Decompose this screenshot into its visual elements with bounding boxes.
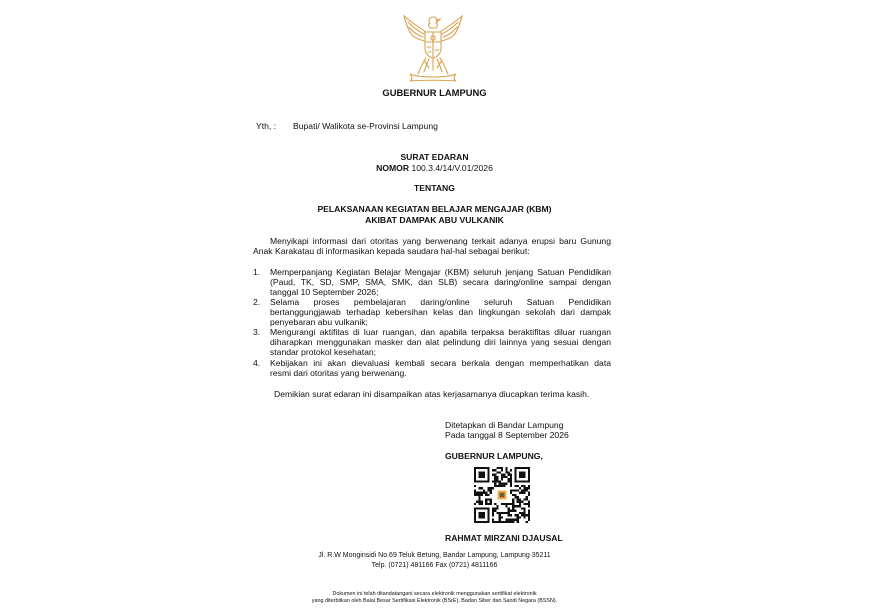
list-item-number: 2. — [253, 297, 261, 307]
list-item-line: Mengurangi aktifitas di luar ruangan, dan apabila terpaksa beraktifitas diluar ruangan — [270, 327, 611, 337]
list-item-line: tanggal 10 September 2026; — [270, 287, 379, 297]
footer-note-line-1: Dokumen ini telah ditandatangani secara elektronik menggunakan sertifikat elektronik — [332, 591, 537, 597]
letter-number-label: NOMOR — [376, 163, 410, 173]
intro-line-2: Anak Karakatau di informasikan kepada saudara hal-hal sebagai berikut: — [253, 246, 530, 256]
letter-subject-line-2: AKIBAT DAMPAK ABU VULKANIK — [365, 215, 504, 225]
intro-line-1: Menyikapi informasi dari otoritas yang berwenang terkait adanya erupsi baru Gunung — [270, 236, 611, 246]
closing-text: Demikian surat edaran ini disampaikan atas kerjasamanya diucapkan terima kasih. — [274, 389, 590, 399]
list-item-number: 3. — [253, 327, 261, 337]
addressee-value: Bupati/ Walikota se-Provinsi Lampung — [293, 121, 438, 131]
footer-note-line-2: yang diterbitkan oleh Balai Besar Sertifikasi Elektronik (BSrE), Badan Siber dan Sandi Negara (BSSN). — [311, 598, 558, 604]
letter-number-value: 100.3.4/14/V.01/2026 — [411, 163, 493, 173]
addressee-label: Yth, : — [256, 121, 277, 131]
page-title: GUBERNUR LAMPUNG — [382, 87, 487, 98]
list-item-line: bertanggungjawab terhadap kebersihan kelas dan lingkungan sekolah dari dampak — [270, 307, 611, 317]
list-item-line: Memperpanjang Kegiatan Belajar Mengajar (KBM) seluruh jenjang Satuan Pendidikan — [270, 267, 611, 277]
list-item-line: Selama proses pembelajaran daring/online seluruh Satuan Pendidikan — [270, 297, 611, 307]
list-item-number: 1. — [253, 267, 261, 277]
list-item-number: 4. — [253, 358, 261, 368]
footer-address: Jl. R.W Monginsidi No.69 Teluk Betung, Bandar Lampung, Lampung 35211 — [318, 552, 551, 559]
list-item-line: Kebijakan ini akan dievaluasi kembali secara berkala dengan memperhatikan data — [270, 358, 611, 368]
signature-place: Ditetapkan di Bandar Lampung — [445, 420, 564, 430]
list-item-line: standar protokol kesehatan; — [270, 347, 377, 357]
signature-date-value: 8 September 2026 — [498, 430, 569, 440]
list-item-line: diharapkan menggunakan masker dan alat pelindung diri lainnya yang sesuai dengan — [270, 337, 611, 347]
letter-subject-line-1: PELAKSANAAN KEGIATAN BELAJAR MENGAJAR (KBM) — [317, 204, 552, 214]
signature-date-label: Pada tanggal — [445, 430, 496, 440]
signer-name: RAHMAT MIRZANI DJAUSAL — [445, 533, 563, 543]
qr-code-icon — [474, 467, 530, 523]
list-item-line: penyebaran abu vulkanik; — [270, 317, 368, 327]
footer-phone: Telp. (0721) 481166 Fax (0721) 4811166 — [371, 562, 498, 569]
letter-type: SURAT EDARAN — [400, 152, 469, 162]
letter-about-label: TENTANG — [414, 183, 455, 193]
garuda-emblem-icon — [398, 14, 468, 82]
letter-number — [0, 163, 869, 173]
signature-date — [445, 430, 569, 440]
list-item-line: (Paud, TK, SD, SMP, SMA, SMK, dan SLB) secara daring/online sampai dengan — [270, 277, 611, 287]
list-item-line: resmi dari otoritas yang berwenang. — [270, 368, 407, 378]
signature-position: GUBERNUR LAMPUNG, — [445, 451, 543, 461]
